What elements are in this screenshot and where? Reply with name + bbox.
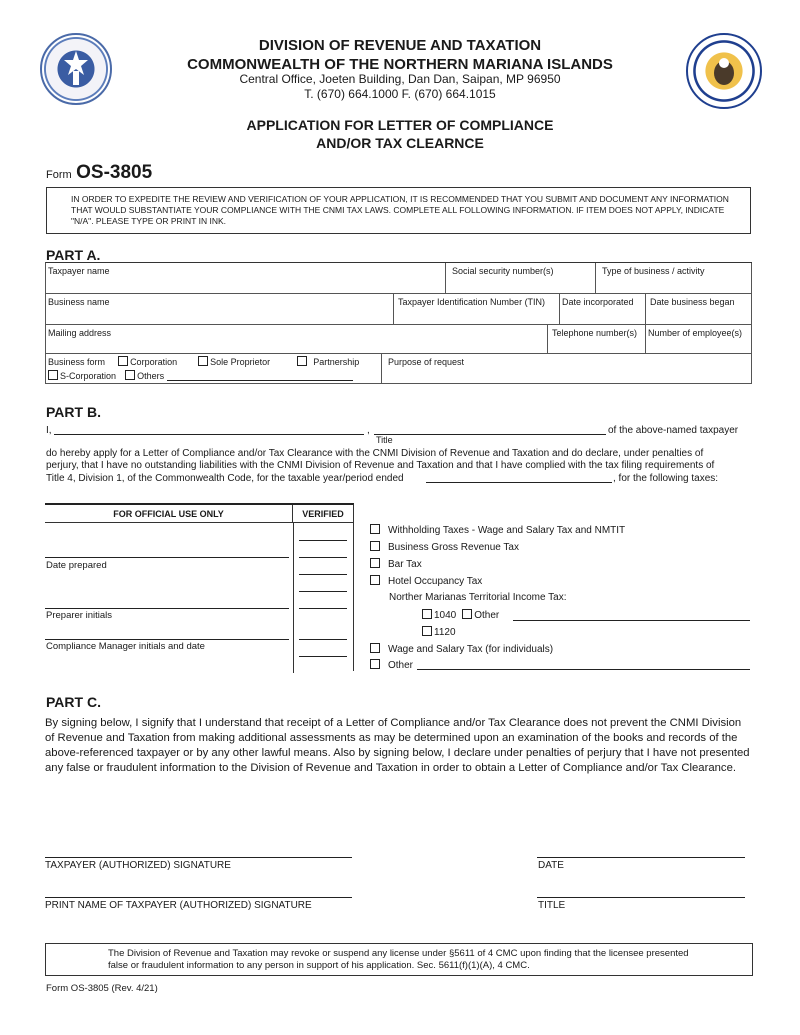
sole-proprietor-label: Sole Proprietor	[210, 357, 271, 367]
form-title-line2: AND/OR TAX CLEARNCE	[316, 135, 484, 151]
wage-salary-label: Wage and Salary Tax (for individuals)	[388, 644, 554, 655]
purpose-field[interactable]	[382, 354, 752, 384]
date-incorporated-label: Date incorporated	[562, 297, 634, 307]
mailing-address-label: Mailing address	[48, 328, 112, 338]
form-title-line1: APPLICATION FOR LETTER OF COMPLIANCE	[246, 117, 554, 133]
corporation-label: Corporation	[130, 357, 178, 367]
taxpayer-signature-line[interactable]	[45, 857, 352, 858]
office-phone: T. (670) 664.1000 F. (670) 664.1015	[304, 87, 496, 101]
partb-i-label: I,	[46, 425, 52, 436]
signer-title-line[interactable]	[537, 897, 745, 898]
others-label: Others	[137, 371, 165, 381]
tin-field[interactable]	[394, 294, 560, 325]
taxpayer-signature-label: TAXPAYER (AUTHORIZED) SIGNATURE	[45, 860, 231, 871]
partb-comma: ,	[367, 425, 370, 436]
declaration-line-3-end: , for the following taxes:	[613, 473, 719, 484]
verified-line-4[interactable]	[299, 591, 347, 592]
tax-1120-row	[422, 626, 456, 639]
other-tax-checkbox[interactable]	[370, 659, 380, 669]
other-tax-label: Other	[388, 660, 414, 671]
office-address: Central Office, Joeten Building, Dan Dan, Saipan, MP 96950	[239, 72, 561, 86]
withholding-label: Withholding Taxes - Wage and Salary Tax and NMTIT	[388, 525, 626, 536]
verified-line-1[interactable]	[299, 540, 347, 541]
signature-date-label: DATE	[538, 860, 564, 871]
employees-field[interactable]	[646, 325, 752, 354]
business-name-label: Business name	[48, 297, 110, 307]
preparer-initials-line[interactable]	[45, 608, 289, 609]
gross-revenue-checkbox[interactable]	[370, 541, 380, 551]
mailing-address-field[interactable]	[46, 325, 548, 354]
instructions-text: IN ORDER TO EXPEDITE THE REVIEW AND VERIFICATION OF YOUR APPLICATION, IT IS RECOMMENDED THAT YOU SUBMIT AND DOCUMENT ANY INFORMATION THAT WOULD SUBSTANTIATE YOUR COMPLIANCE WITH THE CNMI TAX LAWS. COMPLETE ALL FOLLOWING INFORMATION. IF ITEM DOES NOT APPLY, INDICATE "N/A". PLEASE TYPE OR PRINT IN INK.	[71, 194, 729, 226]
telephone-label: Telephone number(s)	[552, 328, 638, 338]
sole-proprietor-checkbox[interactable]	[198, 356, 208, 366]
gross-revenue-label: Business Gross Revenue Tax	[388, 542, 519, 553]
telephone-field[interactable]	[548, 325, 646, 354]
wage-salary-checkbox[interactable]	[370, 643, 380, 653]
tax-hotel	[370, 575, 482, 588]
business-name-field[interactable]	[46, 294, 394, 325]
footer-notice-text: The Division of Revenue and Taxation may revoke or suspend any license under §5611 of 4 CMC upon finding that the licensee presented false or fraudulent information to any person in support of his application. Sec. 5611(f)(1)(A), 4 CMC.	[108, 948, 689, 971]
business-form-field	[46, 354, 382, 384]
tin-label: Taxpayer Identification Number (TIN)	[398, 297, 546, 307]
form-1040-label: 1040	[434, 610, 457, 621]
business-type-field[interactable]	[596, 263, 752, 294]
part-c-text: By signing below, I signify that I understand that receipt of a Letter of Compliance and/or Tax Clearance does not prevent the CNMI Division of Revenue and Taxation from making additional assessments as may be determined upon an examination of the books and records of the above-referenced taxpayer or by any other lawful means. Also by signing below, I declare under penalties of perjury that I have not presented any false or fraudulent information to the Division of Revenue and Taxation in order to obtain a Letter of Compliance and/or Tax Clearance.	[45, 717, 750, 774]
date-prepared-line[interactable]	[45, 557, 289, 558]
part-a-title: PART A.	[46, 247, 101, 263]
nmtit-label: Norther Marianas Territorial Income Tax:	[389, 592, 567, 603]
form-label: Form	[46, 169, 72, 181]
tax-bar	[370, 558, 422, 571]
form-1120-checkbox[interactable]	[422, 626, 432, 636]
dept-finance-seal-logo	[686, 33, 762, 109]
tax-withholding	[370, 524, 625, 537]
taxpayer-name-field[interactable]	[46, 263, 446, 294]
verified-line-6[interactable]	[299, 639, 347, 640]
s-corporation-label: S-Corporation	[60, 371, 117, 381]
cnmi-seal-logo	[40, 33, 112, 105]
agency-name: DIVISION OF REVENUE AND TAXATION	[258, 37, 542, 54]
signer-title-label: TITLE	[538, 900, 566, 911]
part-b-title: PART B.	[46, 404, 101, 420]
date-business-began-field[interactable]	[646, 294, 752, 325]
partb-line-end: of the above-named taxpayer	[608, 425, 739, 436]
official-use-header: FOR OFFICIAL USE ONLY	[45, 505, 293, 523]
official-use-table	[45, 503, 354, 671]
part-a-table	[45, 262, 752, 384]
verified-line-2[interactable]	[299, 557, 347, 558]
hotel-tax-label: Hotel Occupancy Tax	[388, 576, 483, 587]
date-incorporated-field[interactable]	[560, 294, 646, 325]
corporation-checkbox[interactable]	[118, 356, 128, 366]
other-tax-input-line[interactable]	[417, 669, 750, 670]
form-number: OS-3805	[76, 162, 153, 183]
tax-other	[370, 659, 413, 672]
purpose-label: Purpose of request	[388, 357, 465, 367]
s-corporation-checkbox[interactable]	[48, 370, 58, 380]
verified-line-3[interactable]	[299, 574, 347, 575]
partb-title-caption: Title	[376, 435, 393, 445]
commonwealth-name: COMMONWEALTH OF THE NORTHERN MARIANA ISLANDS	[187, 56, 613, 73]
footer-notice-box	[45, 943, 753, 976]
ssn-field[interactable]	[446, 263, 596, 294]
print-name-label: PRINT NAME OF TAXPAYER (AUTHORIZED) SIGNATURE	[45, 900, 312, 911]
verified-line-7[interactable]	[299, 656, 347, 657]
declaration-line-2: perjury, that I have no outstanding liabilities with the CNMI Division of Revenue and Taxation and that I have complied with the tax filing requirements of	[46, 460, 715, 471]
form-revision: Form OS-3805 (Rev. 4/21)	[46, 983, 158, 994]
business-form-label: Business form	[48, 357, 106, 367]
partnership-checkbox[interactable]	[297, 356, 307, 366]
form-other-input-line[interactable]	[513, 620, 750, 621]
ssn-label: Social security number(s)	[452, 266, 554, 276]
official-use-divider	[293, 523, 294, 673]
form-1040-checkbox[interactable]	[422, 609, 432, 619]
part-c-title: PART C.	[46, 694, 101, 710]
bar-tax-checkbox[interactable]	[370, 558, 380, 568]
declaration-line-1: do hereby apply for a Letter of Compliance and/or Tax Clearance with the CNMI Division of Revenue and Taxation and do declare, under penalties of	[46, 448, 704, 459]
partnership-label: Partnership	[313, 357, 360, 367]
tax-wage-salary	[370, 643, 553, 656]
declaration-line-3: Title 4, Division 1, of the Commonwealth Code, for the taxable year/period ended	[46, 473, 404, 484]
taxpayer-name-label: Taxpayer name	[48, 266, 110, 276]
business-type-label: Type of business / activity	[602, 266, 705, 276]
compliance-manager-label: Compliance Manager initials and date	[46, 641, 205, 652]
form-1120-label: 1120	[434, 627, 456, 638]
others-checkbox[interactable]	[125, 370, 135, 380]
tax-gross-revenue	[370, 541, 519, 554]
form-other-label: Other	[474, 610, 500, 621]
signature-date-line[interactable]	[537, 857, 745, 858]
taxable-period-input-line[interactable]	[426, 482, 612, 483]
compliance-manager-line[interactable]	[45, 639, 289, 640]
withholding-checkbox[interactable]	[370, 524, 380, 534]
form-number-block	[46, 162, 152, 184]
instructions-box	[46, 187, 751, 234]
date-prepared-label: Date prepared	[46, 560, 107, 571]
bar-tax-label: Bar Tax	[388, 559, 422, 570]
date-business-began-label: Date business began	[650, 297, 735, 307]
others-input-line[interactable]	[167, 380, 353, 381]
form-other-checkbox[interactable]	[462, 609, 472, 619]
print-name-line[interactable]	[45, 897, 352, 898]
employees-label: Number of employee(s)	[648, 328, 743, 338]
name-input-line[interactable]	[54, 434, 364, 435]
title-input-line[interactable]	[374, 434, 606, 435]
tax-1040-row	[422, 609, 499, 622]
verified-line-5[interactable]	[299, 608, 347, 609]
preparer-initials-label: Preparer initials	[46, 610, 112, 621]
hotel-tax-checkbox[interactable]	[370, 575, 380, 585]
verified-header: VERIFIED	[293, 505, 353, 523]
